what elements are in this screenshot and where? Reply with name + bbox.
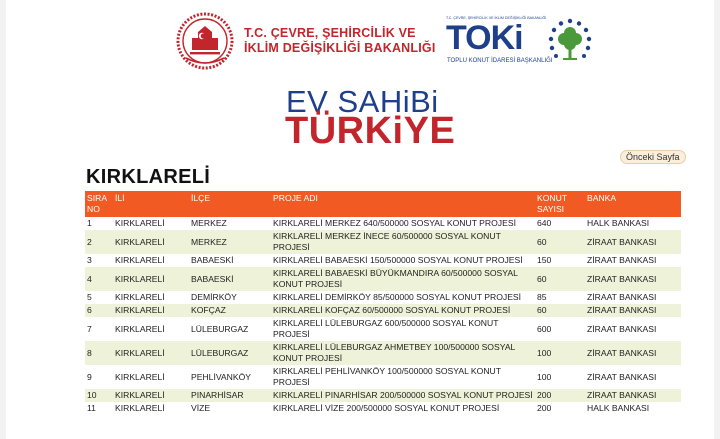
cell-proje-adi: KIRKLARELİ DEMİRKÖY 85/500000 SOSYAL KONUT PROJESİ xyxy=(271,291,535,304)
housing-projects-table xyxy=(85,191,681,415)
table-row xyxy=(85,365,681,389)
cell-sira-no: 3 xyxy=(85,254,113,267)
cell-il: KIRKLARELİ xyxy=(113,254,189,267)
page-frame-left xyxy=(0,0,6,439)
cell-il: KIRKLARELİ xyxy=(113,402,189,415)
column-header-proje-adi: PROJE ADI xyxy=(271,191,535,217)
cell-ilce: BABAESKİ xyxy=(189,254,271,267)
cell-il: KIRKLARELİ xyxy=(113,317,189,341)
cell-sira-no: 1 xyxy=(85,217,113,230)
toki-logo xyxy=(446,16,596,72)
cell-ilce: KOFÇAZ xyxy=(189,304,271,317)
cell-il: KIRKLARELİ xyxy=(113,267,189,291)
cell-banka: ZİRAAT BANKASI xyxy=(585,230,681,254)
cell-il: KIRKLARELİ xyxy=(113,217,189,230)
table-row xyxy=(85,317,681,341)
cell-konut-sayisi: 150 xyxy=(535,254,585,267)
cell-sira-no: 9 xyxy=(85,365,113,389)
table-row xyxy=(85,341,681,365)
cell-banka: HALK BANKASI xyxy=(585,217,681,230)
table-row xyxy=(85,254,681,267)
column-header-sira-no: SIRA NO xyxy=(85,191,113,217)
campaign-title-line2: TÜRKiYE xyxy=(285,110,456,152)
toki-tree-icon xyxy=(546,18,594,66)
cell-banka: ZİRAAT BANKASI xyxy=(585,254,681,267)
cell-ilce: MERKEZ xyxy=(189,230,271,254)
cell-sira-no: 5 xyxy=(85,291,113,304)
cell-sira-no: 6 xyxy=(85,304,113,317)
cell-banka: ZİRAAT BANKASI xyxy=(585,267,681,291)
table-row xyxy=(85,304,681,317)
cell-sira-no: 8 xyxy=(85,341,113,365)
cell-banka: ZİRAAT BANKASI xyxy=(585,389,681,402)
cell-banka: ZİRAAT BANKASI xyxy=(585,291,681,304)
cell-ilce: PEHLİVANKÖY xyxy=(189,365,271,389)
cell-proje-adi: KIRKLARELİ PEHLİVANKÖY 100/500000 SOSYAL KONUT PROJESİ xyxy=(271,365,535,389)
table-row xyxy=(85,267,681,291)
cell-il: KIRKLARELİ xyxy=(113,230,189,254)
table-row xyxy=(85,230,681,254)
cell-ilce: PINARHİSAR xyxy=(189,389,271,402)
cell-konut-sayisi: 60 xyxy=(535,304,585,317)
campaign-title-line1: EV SAHiBi xyxy=(286,84,439,119)
cell-konut-sayisi: 200 xyxy=(535,402,585,415)
cell-il: KIRKLARELİ xyxy=(113,304,189,317)
cell-banka: ZİRAAT BANKASI xyxy=(585,304,681,317)
cell-proje-adi: KIRKLARELİ MERKEZ İNECE 60/500000 SOSYAL KONUT PROJESİ xyxy=(271,230,535,254)
ministry-name-line1: T.C. ÇEVRE, ŞEHİRCİLİK VE xyxy=(244,26,416,40)
cell-konut-sayisi: 640 xyxy=(535,217,585,230)
cell-il: KIRKLARELİ xyxy=(113,389,189,402)
cell-sira-no: 2 xyxy=(85,230,113,254)
cell-banka: HALK BANKASI xyxy=(585,402,681,415)
column-header-ilce: İLÇE xyxy=(189,191,271,217)
table-header-row xyxy=(85,191,681,217)
table-row xyxy=(85,291,681,304)
cell-proje-adi: KIRKLARELİ LÜLEBURGAZ AHMETBEY 100/500000 SOSYAL KONUT PROJESİ xyxy=(271,341,535,365)
cell-sira-no: 4 xyxy=(85,267,113,291)
cell-proje-adi: KIRKLARELİ KOFÇAZ 60/500000 SOSYAL KONUT PROJESİ xyxy=(271,304,535,317)
cell-proje-adi: KIRKLARELİ PINARHİSAR 200/500000 SOSYAL KONUT PROJESİ xyxy=(271,389,535,402)
toki-subtitle: TOPLU KONUT İDARESİ BAŞKANLIĞI xyxy=(447,58,553,64)
cell-ilce: MERKEZ xyxy=(189,217,271,230)
column-header-il: İLİ xyxy=(113,191,189,217)
ministry-logo xyxy=(176,10,446,74)
cell-konut-sayisi: 85 xyxy=(535,291,585,304)
cell-konut-sayisi: 200 xyxy=(535,389,585,402)
cell-konut-sayisi: 600 xyxy=(535,317,585,341)
cell-ilce: LÜLEBURGAZ xyxy=(189,317,271,341)
table-row xyxy=(85,389,681,402)
cell-banka: ZİRAAT BANKASI xyxy=(585,365,681,389)
cell-sira-no: 11 xyxy=(85,402,113,415)
cell-konut-sayisi: 100 xyxy=(535,341,585,365)
cell-proje-adi: KIRKLARELİ MERKEZ 640/500000 SOSYAL KONUT PROJESİ xyxy=(271,217,535,230)
table-row xyxy=(85,402,681,415)
page-title: KIRKLARELİ xyxy=(86,166,211,188)
cell-proje-adi: KIRKLARELİ VİZE 200/500000 SOSYAL KONUT PROJESİ xyxy=(271,402,535,415)
ministry-seal-icon xyxy=(176,10,234,72)
cell-banka: ZİRAAT BANKASI xyxy=(585,317,681,341)
cell-ilce: DEMİRKÖY xyxy=(189,291,271,304)
column-header-banka: BANKA xyxy=(585,191,681,217)
cell-proje-adi: KIRKLARELİ LÜLEBURGAZ 600/500000 SOSYAL KONUT PROJESİ xyxy=(271,317,535,341)
cell-sira-no: 10 xyxy=(85,389,113,402)
cell-ilce: BABAESKİ xyxy=(189,267,271,291)
previous-page-button[interactable]: Önceki Sayfa xyxy=(620,150,686,164)
cell-banka: ZİRAAT BANKASI xyxy=(585,341,681,365)
cell-konut-sayisi: 100 xyxy=(535,365,585,389)
ministry-name-line2: İKLİM DEĞİŞİKLİĞİ BAKANLIĞI xyxy=(244,41,436,55)
cell-ilce: VİZE xyxy=(189,402,271,415)
cell-konut-sayisi: 60 xyxy=(535,267,585,291)
cell-sira-no: 7 xyxy=(85,317,113,341)
toki-parent-label: T.C. ÇEVRE, ŞEHİRCİLİK VE İKLİM DEĞİŞİKLİĞİ BAKANLIĞI xyxy=(446,16,547,20)
cell-konut-sayisi: 60 xyxy=(535,230,585,254)
cell-il: KIRKLARELİ xyxy=(113,291,189,304)
cell-il: KIRKLARELİ xyxy=(113,365,189,389)
cell-proje-adi: KIRKLARELİ BABAESKİ BÜYÜKMANDIRA 60/500000 SOSYAL KONUT PROJESİ xyxy=(271,267,535,291)
cell-il: KIRKLARELİ xyxy=(113,341,189,365)
page-frame-right xyxy=(714,0,720,439)
toki-wordmark: TOKi xyxy=(446,19,523,57)
cell-ilce: LÜLEBURGAZ xyxy=(189,341,271,365)
cell-proje-adi: KIRKLARELİ BABAESKİ 150/500000 SOSYAL KONUT PROJESİ xyxy=(271,254,535,267)
column-header-konut-sayisi: KONUT SAYISI xyxy=(535,191,585,217)
ministry-name xyxy=(244,26,436,56)
table-row xyxy=(85,217,681,230)
